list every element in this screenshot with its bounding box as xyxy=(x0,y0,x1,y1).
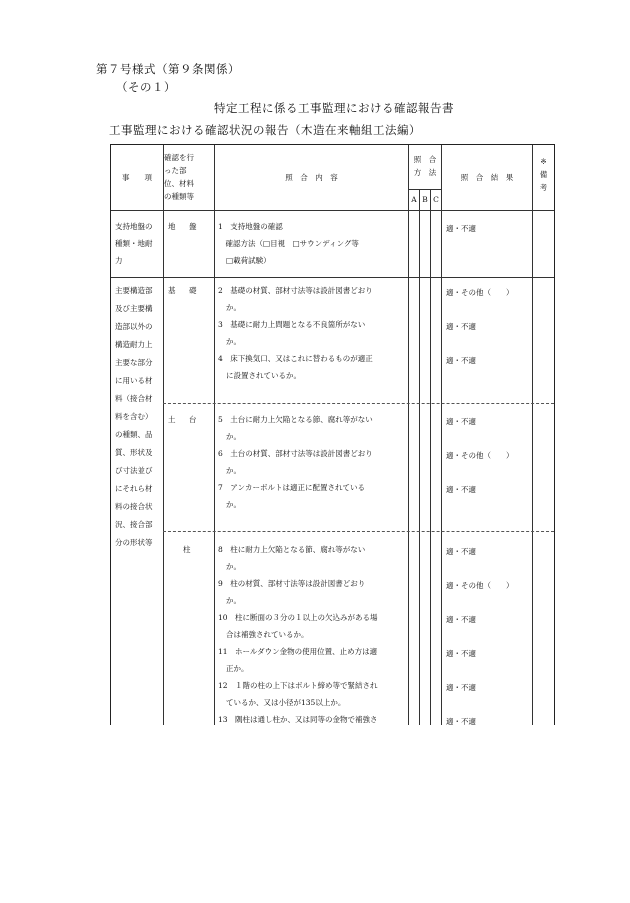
document-title: 特定工程に係る工事監理における確認報告書 xyxy=(214,101,454,115)
content-sill: 5 土台に耐力上欠陥となる節、腐れ等がない か。 6 土台の材質、部材寸法等は設計図書どおり か。 7 アンカーボルトは適正に配置されている か。 xyxy=(218,415,373,509)
content-column: 8 柱に耐力上欠陥となる節、腐れ等がない か。 9 柱の材質、部材寸法等は設計図書どおり か。 10 柱に断面の３分の１以上の欠込みがある場 合は補強されているか。 11 ホールダウン金物の使用位置、止め方は適 正か。 12 １階の柱の上下はボルト締め等で緊結され ているか、又は小径が135以上か。 13 隅柱は通し柱か、又は同等の金物で補強さ xyxy=(218,545,378,724)
result-sill-5: 適・不適 xyxy=(446,417,476,426)
result-sill-6: 適・その他（ ） xyxy=(446,451,514,460)
part-column: 柱 xyxy=(183,545,191,554)
result-ground: 適・不適 xyxy=(446,224,476,233)
result-foundation-2: 適・その他（ ） xyxy=(446,288,514,297)
result-column-8: 適・不適 xyxy=(446,547,476,556)
header-method-b: B xyxy=(422,195,428,204)
result-foundation-3: 適・不適 xyxy=(446,322,476,331)
report-table xyxy=(110,144,555,725)
result-column-12: 適・不適 xyxy=(446,683,476,692)
header-method: 照 合 方 法 xyxy=(413,155,437,177)
result-foundation-4: 適・不適 xyxy=(446,356,476,365)
form-part: （その１） xyxy=(116,80,176,94)
matter-structure: 主要構造部 及び主要構 造部以外の 構造耐力上 主要な部分 に用いる材 料（接合材 料を含む） の種類、品 質、形状及 び寸法並び にそれら材 料の接合状 況、接合部 分の形状等 xyxy=(115,286,153,547)
form-number: 第７号様式（第９条関係） xyxy=(96,62,240,76)
content-ground: 1 支持地盤の確認 確認方法（□目視 □サウンディング等 □載荷試験） xyxy=(218,222,359,265)
header-method-a: A xyxy=(411,195,417,204)
header-method-c: C xyxy=(433,195,439,204)
result-column-10: 適・不適 xyxy=(446,615,476,624)
result-column-11: 適・不適 xyxy=(446,649,476,658)
result-sill-7: 適・不適 xyxy=(446,485,476,494)
part-sill: 土 台 xyxy=(168,415,200,424)
result-column-13: 適・不適 xyxy=(446,717,476,726)
result-column-9: 適・その他（ ） xyxy=(446,581,514,590)
header-checked-part: 確認を行 った部 位、材料 の種類等 xyxy=(164,153,194,201)
header-remarks: ※ 備 考 xyxy=(539,157,548,192)
header-result: 照 合 結 果 xyxy=(460,173,514,182)
matter-ground: 支持地盤の 種類・地耐 力 xyxy=(115,222,153,265)
part-ground: 地 盤 xyxy=(168,222,200,231)
part-foundation: 基 礎 xyxy=(168,286,200,295)
content-foundation: 2 基礎の材質、部材寸法等は設計図書どおり か。 3 基礎に耐力上問題となる不良箇所がない か。 4 床下換気口、又はこれに替わるものが適正 に設置されているか。 xyxy=(218,286,373,380)
section-subtitle: 工事監理における確認状況の報告（木造在来軸組工法編） xyxy=(109,123,421,137)
header-content: 照 合 内 容 xyxy=(285,173,338,182)
header-matter: 事 項 xyxy=(122,173,152,182)
